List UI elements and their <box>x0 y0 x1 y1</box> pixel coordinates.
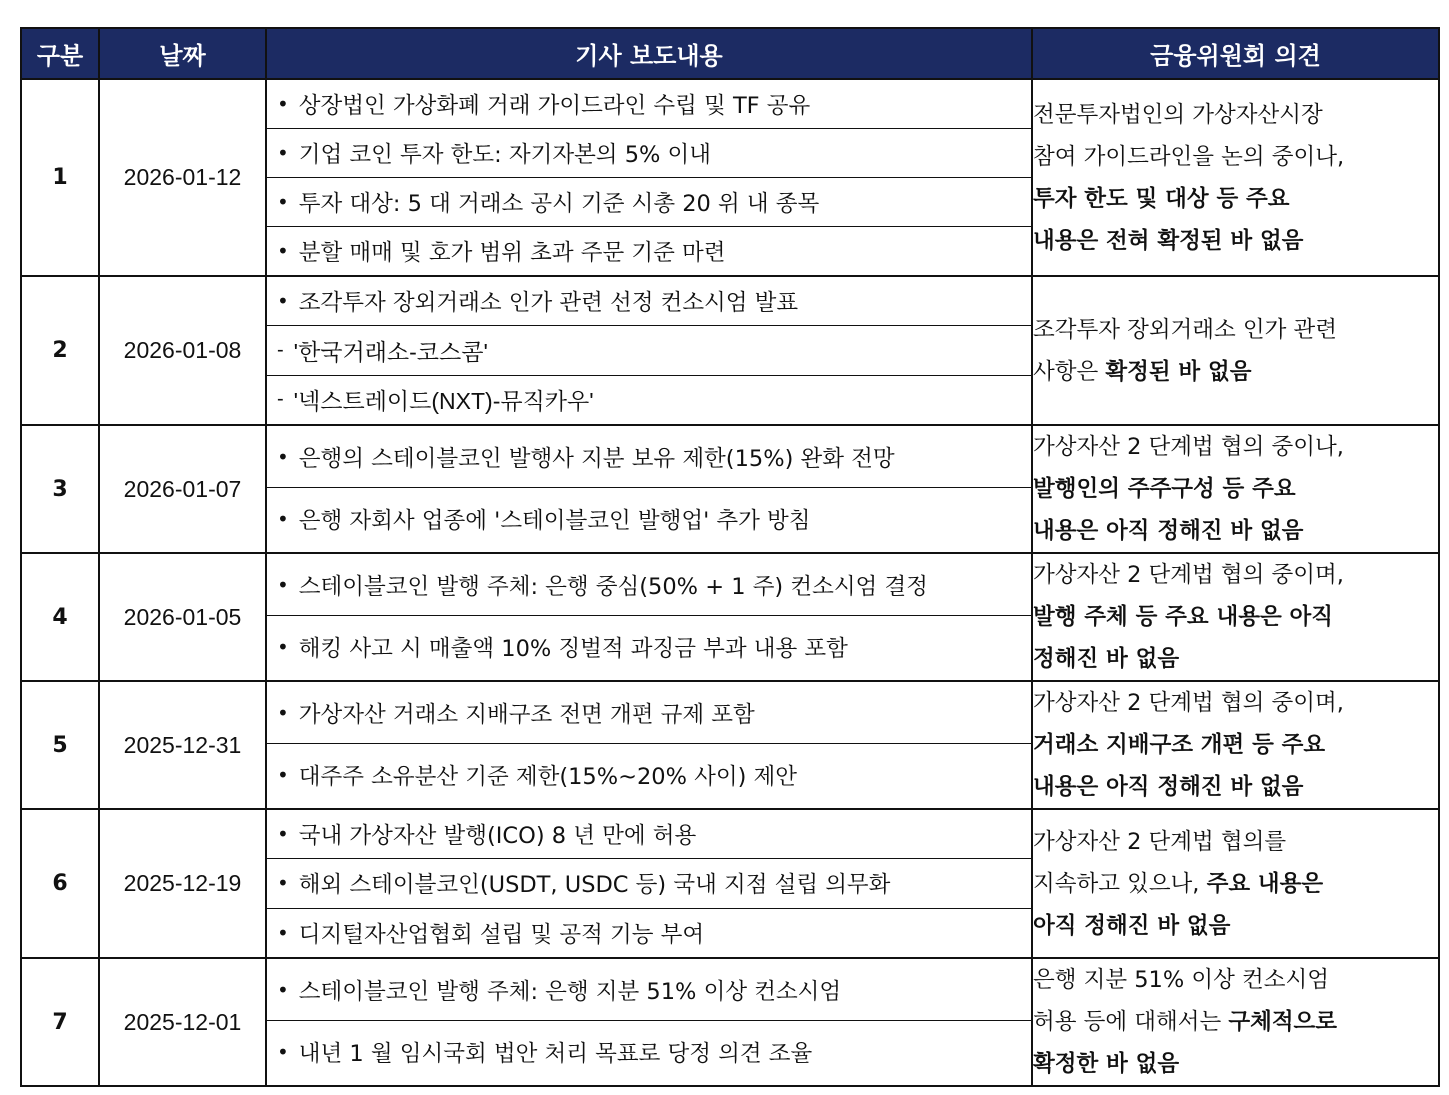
report-item-text: 스테이블코인 발행 주체: 은행 지분 51% 이상 컨소시엄 <box>298 978 842 1005</box>
opinion-emphasis: 투자 한도 및 대상 등 주요 <box>1033 185 1290 212</box>
row-date: 2026-01-08 <box>99 276 266 425</box>
row-date: 2025-12-31 <box>99 681 266 809</box>
report-item-text: 은행의 스테이블코인 발행사 지분 보유 제한(15%) 완화 전망 <box>298 445 895 472</box>
report-item-text: 국내 가상자산 발행(ICO) 8 년 만에 허용 <box>298 823 697 850</box>
fsc-opinion <box>1032 276 1439 425</box>
table-row <box>21 681 1439 809</box>
opinion-line <box>1033 863 1438 905</box>
opinion-text: 은행 지분 51% 이상 컨소시엄 <box>1033 967 1329 993</box>
report-item-text: 상장법인 가상화폐 거래 가이드라인 수립 및 TF 공유 <box>298 93 811 119</box>
fsc-opinion <box>1032 79 1439 276</box>
news-fact-check-table <box>20 27 1440 1087</box>
table-row <box>21 958 1439 1086</box>
table-row <box>21 276 1439 425</box>
report-item-text: 조각투자 장외거래소 인가 관련 선정 컨소시엄 발표 <box>298 290 799 317</box>
bullet-marker: • <box>277 762 289 787</box>
header-date: 날짜 <box>99 28 266 79</box>
row-number: 3 <box>21 425 99 553</box>
opinion-text: 사항은 <box>1033 358 1106 385</box>
report-item <box>267 858 1031 907</box>
report-items <box>266 809 1032 958</box>
opinion-text: 전문투자법인의 가상자산시장 <box>1033 101 1323 128</box>
report-item-text: 가상자산 거래소 지배구조 전면 개편 규제 포함 <box>298 701 755 728</box>
opinion-line <box>1033 426 1438 468</box>
report-item-text: 투자 대상: 5 대 거래소 공시 기준 시총 20 위 내 종목 <box>298 191 820 217</box>
report-item <box>267 908 1031 957</box>
report-item <box>267 1020 1031 1082</box>
header-category: 구분 <box>21 28 99 79</box>
bullet-marker: • <box>277 92 289 116</box>
bullet-marker: • <box>277 289 289 314</box>
opinion-line <box>1033 821 1438 863</box>
opinion-emphasis: 발행 주체 등 주요 내용은 아직 <box>1033 604 1333 630</box>
opinion-line <box>1033 136 1438 178</box>
opinion-text: 가상자산 2 단계법 협의 중이며, <box>1033 690 1344 716</box>
report-item <box>267 277 1031 325</box>
bullet-marker: • <box>277 1039 289 1064</box>
fsc-opinion <box>1032 809 1439 958</box>
bullet-marker: • <box>277 444 289 469</box>
row-date: 2026-01-12 <box>99 79 266 276</box>
report-items <box>266 958 1032 1086</box>
opinion-emphasis: 거래소 지배구조 개편 등 주요 <box>1033 732 1326 758</box>
report-item <box>267 554 1031 615</box>
table-body <box>21 79 1439 1086</box>
report-item-text: 디지털자산업협회 설립 및 공적 기능 부여 <box>298 921 705 948</box>
report-item-text: 분할 매매 및 호가 범위 초과 주문 기준 마련 <box>298 240 726 266</box>
row-number: 7 <box>21 958 99 1086</box>
opinion-text: 지속하고 있으나, <box>1033 870 1207 897</box>
opinion-emphasis: 확정된 바 없음 <box>1105 358 1252 385</box>
opinion-line <box>1033 554 1438 596</box>
header-row <box>21 28 1439 79</box>
opinion-line <box>1033 309 1438 351</box>
opinion-text: 가상자산 2 단계법 협의 중이며, <box>1033 562 1344 588</box>
opinion-line <box>1033 1001 1438 1043</box>
table-row <box>21 809 1439 958</box>
report-item <box>267 226 1031 275</box>
header-report: 기사 보도내용 <box>266 28 1032 79</box>
report-item <box>267 177 1031 226</box>
report-items <box>266 276 1032 425</box>
table-row <box>21 425 1439 553</box>
report-item <box>267 325 1031 374</box>
table-row <box>21 79 1439 276</box>
bullet-marker: • <box>277 920 289 945</box>
report-item-text: 내년 1 월 임시국회 법안 처리 목표로 당정 의견 조율 <box>298 1040 813 1067</box>
opinion-text: 참여 가이드라인을 논의 중이나, <box>1033 143 1345 170</box>
report-item <box>267 743 1031 805</box>
bullet-marker: • <box>277 822 289 847</box>
report-item-text: '넥스트레이드(NXT)-뮤직카우' <box>293 388 594 415</box>
opinion-emphasis: 구체적으로 <box>1228 1009 1338 1035</box>
opinion-emphasis: 확정한 바 없음 <box>1033 1051 1180 1077</box>
opinion-line <box>1033 682 1438 724</box>
opinion-emphasis: 주요 내용은 <box>1206 870 1324 897</box>
opinion-line <box>1033 596 1438 638</box>
fsc-opinion <box>1032 425 1439 553</box>
opinion-line <box>1033 766 1438 808</box>
opinion-line <box>1033 638 1438 680</box>
report-item-text: 해킹 사고 시 매출액 10% 징벌적 과징금 부과 내용 포함 <box>298 635 848 662</box>
opinion-line <box>1033 351 1438 393</box>
report-item <box>267 959 1031 1020</box>
report-item-text: 기업 코인 투자 한도: 자기자본의 5% 이내 <box>298 142 712 168</box>
opinion-line <box>1033 905 1438 947</box>
report-item-text: 은행 자회사 업종에 '스테이블코인 발행업' 추가 방침 <box>298 507 811 534</box>
opinion-line <box>1033 94 1438 136</box>
report-items <box>266 425 1032 553</box>
opinion-line <box>1033 959 1438 1001</box>
opinion-emphasis: 내용은 전혀 확정된 바 없음 <box>1033 227 1304 254</box>
header-opinion: 금융위원회 의견 <box>1032 28 1439 79</box>
row-date: 2025-12-01 <box>99 958 266 1086</box>
row-number: 1 <box>21 79 99 276</box>
row-date: 2026-01-07 <box>99 425 266 553</box>
opinion-text: 허용 등에 대해서는 <box>1033 1009 1229 1035</box>
row-date: 2025-12-19 <box>99 809 266 958</box>
report-item <box>267 682 1031 743</box>
bullet-marker: • <box>277 190 289 214</box>
report-item <box>267 375 1031 424</box>
dash-marker: - <box>277 338 284 361</box>
fsc-opinion <box>1032 553 1439 681</box>
report-item <box>267 487 1031 549</box>
bullet-marker: • <box>277 700 289 725</box>
report-item <box>267 128 1031 177</box>
report-item <box>267 80 1031 128</box>
opinion-emphasis: 발행인의 주주구성 등 주요 <box>1033 476 1296 502</box>
report-item <box>267 426 1031 487</box>
opinion-line <box>1033 468 1438 510</box>
row-date: 2026-01-05 <box>99 553 266 681</box>
report-items <box>266 79 1032 276</box>
opinion-emphasis: 내용은 아직 정해진 바 없음 <box>1033 774 1304 800</box>
opinion-text: 조각투자 장외거래소 인가 관련 <box>1033 316 1338 343</box>
table-row <box>21 553 1439 681</box>
bullet-marker: • <box>277 572 289 597</box>
fsc-opinion <box>1032 681 1439 809</box>
bullet-marker: • <box>277 634 289 659</box>
opinion-line <box>1033 178 1438 220</box>
bullet-marker: • <box>277 871 289 896</box>
report-item <box>267 615 1031 677</box>
report-items <box>266 553 1032 681</box>
row-number: 6 <box>21 809 99 958</box>
opinion-emphasis: 내용은 아직 정해진 바 없음 <box>1033 518 1304 544</box>
opinion-line <box>1033 1043 1438 1085</box>
report-item-text: 해외 스테이블코인(USDT, USDC 등) 국내 지점 설립 의무화 <box>298 872 891 899</box>
report-items <box>266 681 1032 809</box>
report-item-text: 대주주 소유분산 기준 제한(15%~20% 사이) 제안 <box>298 763 798 790</box>
bullet-marker: • <box>277 141 289 165</box>
report-item-text: '한국거래소-코스콤' <box>293 338 488 365</box>
opinion-line <box>1033 510 1438 552</box>
bullet-marker: • <box>277 977 289 1002</box>
opinion-line <box>1033 220 1438 262</box>
report-item <box>267 810 1031 858</box>
opinion-emphasis: 정해진 바 없음 <box>1033 646 1180 672</box>
opinion-text: 가상자산 2 단계법 협의를 <box>1033 828 1287 855</box>
row-number: 2 <box>21 276 99 425</box>
opinion-line <box>1033 724 1438 766</box>
dash-marker: - <box>277 388 284 411</box>
row-number: 4 <box>21 553 99 681</box>
row-number: 5 <box>21 681 99 809</box>
bullet-marker: • <box>277 506 289 531</box>
bullet-marker: • <box>277 239 289 263</box>
report-item-text: 스테이블코인 발행 주체: 은행 중심(50% + 1 주) 컨소시엄 결정 <box>298 573 928 600</box>
opinion-emphasis: 아직 정해진 바 없음 <box>1033 912 1231 939</box>
fsc-opinion <box>1032 958 1439 1086</box>
opinion-text: 가상자산 2 단계법 협의 중이나, <box>1033 434 1344 460</box>
